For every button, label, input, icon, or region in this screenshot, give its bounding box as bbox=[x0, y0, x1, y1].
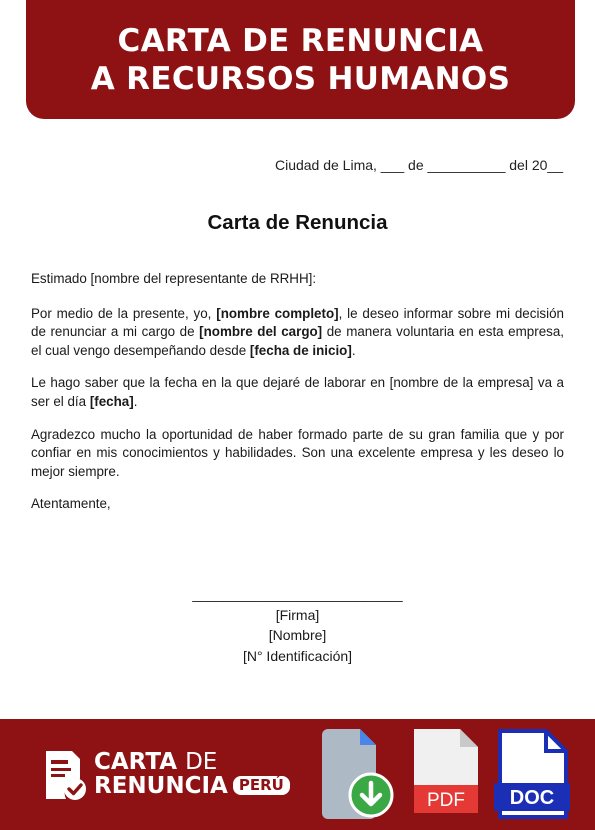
doc-file-icon[interactable] bbox=[494, 729, 570, 819]
pdf-file-icon[interactable] bbox=[414, 729, 478, 813]
p1-text: de manera voluntaria en esta empresa, el cual vengo desempeñando desde bbox=[31, 324, 565, 358]
banner-title-line-2: A RECURSOS HUMANOS bbox=[90, 61, 511, 97]
brand-wordmark bbox=[94, 750, 290, 798]
google-docs-download-icon[interactable] bbox=[318, 729, 396, 819]
letter-body bbox=[31, 270, 564, 528]
place-date-line: Ciudad de Lima, ___ de __________ del 20__ bbox=[274, 157, 563, 173]
p2-text: Le hago saber que la fecha en la que dejaré de laborar en [nombre de la empresa] va a ser el día bbox=[31, 375, 564, 409]
paragraph-1 bbox=[31, 305, 564, 361]
signature-block bbox=[0, 584, 595, 666]
closing: Atentamente, bbox=[31, 496, 111, 512]
p1-text: , le deseo informar sobre mi decisión de renunciar a mi cargo de bbox=[31, 305, 564, 340]
banner-title-line-1: CARTA DE RENUNCIA bbox=[117, 23, 484, 59]
paragraph-2 bbox=[31, 374, 564, 411]
placeholder-start-date: [fecha de inicio] bbox=[249, 342, 352, 358]
document-check-icon bbox=[42, 749, 88, 801]
signature-line: ___________________________ bbox=[192, 586, 403, 602]
doc-label: DOC bbox=[509, 787, 555, 809]
placeholder-job-title: [nombre del cargo] bbox=[199, 324, 323, 340]
placeholder-full-name: [nombre completo] bbox=[216, 305, 339, 321]
letter-title: Carta de Renuncia bbox=[207, 211, 388, 234]
peru-badge: PERÚ bbox=[233, 776, 290, 795]
p1-text: Por medio de la presente, yo, bbox=[31, 305, 217, 321]
title-banner bbox=[26, 0, 575, 119]
p2-text: . bbox=[133, 393, 138, 409]
signature-firma: [Firma] bbox=[275, 606, 320, 623]
paragraph-3: Agradezco mucho la oportunidad de haber formado parte de su gran familia que y por confiar en mis conocimientos y habilidades. Son una excelente empresa y les deseo lo mejor siempre. bbox=[31, 426, 564, 479]
signature-nombre: [Nombre] bbox=[268, 627, 327, 643]
brand-word-de: DE bbox=[185, 749, 218, 775]
brand-logo[interactable] bbox=[42, 749, 292, 801]
brand-word-renuncia: RENUNCIA bbox=[94, 773, 228, 799]
signature-id: [N° Identificación] bbox=[242, 647, 353, 664]
brand-word-carta: CARTA bbox=[94, 749, 178, 775]
greeting: Estimado [nombre del representante de RRHH]: bbox=[31, 271, 317, 286]
placeholder-date: [fecha] bbox=[89, 393, 134, 409]
footer-bar bbox=[0, 719, 595, 830]
pdf-label: PDF bbox=[427, 790, 465, 811]
p1-text: . bbox=[351, 342, 356, 358]
